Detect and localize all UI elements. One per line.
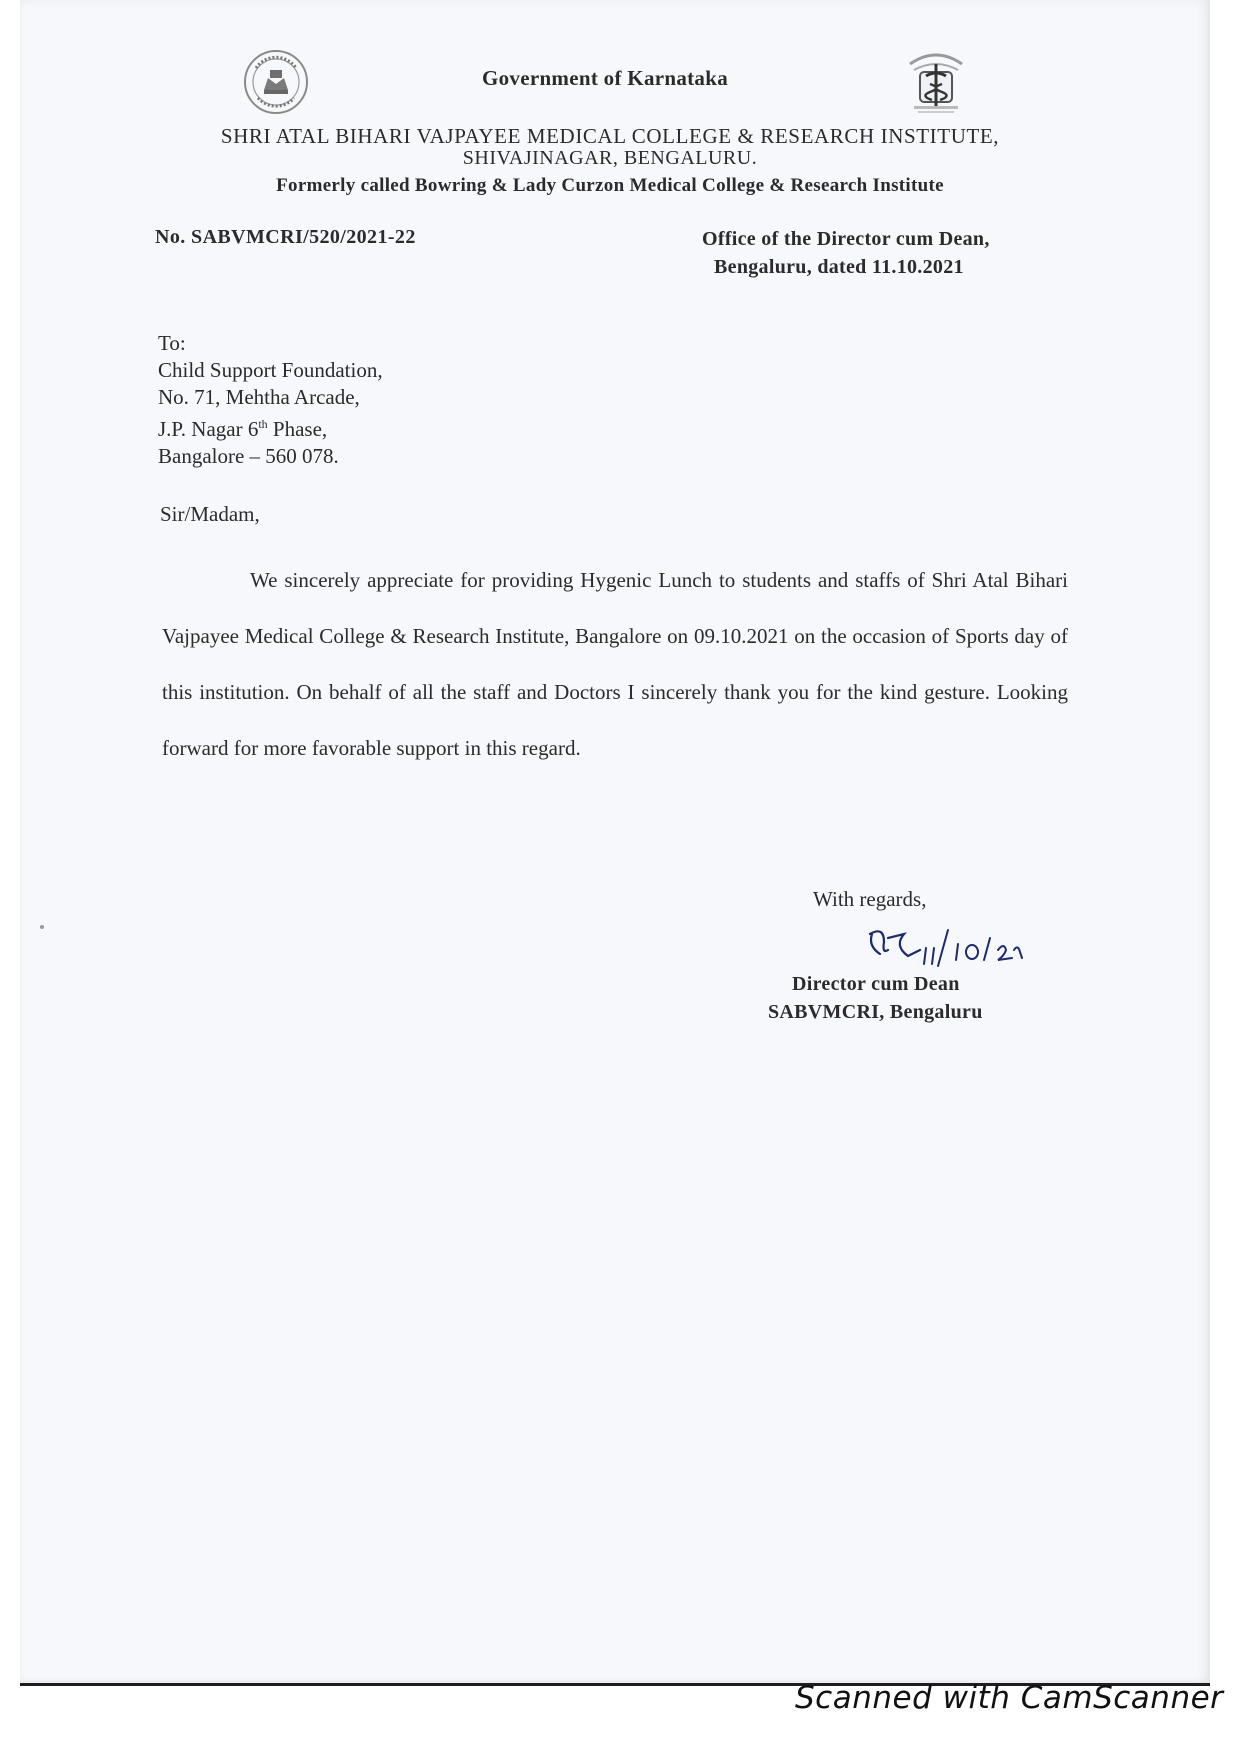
address-line-2-prefix: J.P. Nagar 6 <box>158 417 259 441</box>
letter-body: We sincerely appreciate for providing Hygenic Lunch to students and staffs of Shri Atal Bihari Vajpayee Medical College & Research Institute, Bangalore on 09.10.2021 on the occasion of Sports day of this institution. On behalf of all the staff and Doctors I sincerely thank you for the kind gesture. Looking forward for more favorable support in this regard. <box>162 568 1068 760</box>
salutation: Sir/Madam, <box>160 502 260 526</box>
recipient-name: Child Support Foundation, <box>158 358 383 382</box>
recipient-address <box>158 330 383 470</box>
ordinal-suffix: th <box>258 417 268 431</box>
scan-speck <box>40 925 44 929</box>
address-line-2-suffix: Phase, <box>267 417 328 441</box>
address-line-2 <box>158 411 383 443</box>
signatory-organization: SABVMCRI, Bengaluru <box>768 1001 983 1023</box>
scanner-watermark: Scanned with CamScanner <box>795 1680 1224 1716</box>
address-line-1: No. 71, Mehtha Arcade, <box>158 385 360 409</box>
reference-number: No. SABVMCRI/520/2021-22 <box>155 226 416 248</box>
handwritten-signature <box>858 920 1068 980</box>
signatory-title: Director cum Dean <box>792 973 960 995</box>
place-and-date: Bengaluru, dated 11.10.2021 <box>714 256 964 278</box>
closing-regards: With regards, <box>813 887 927 911</box>
letter-page <box>20 0 1210 1685</box>
college-location: SHIVAJINAGAR, BENGALURU. <box>462 147 758 169</box>
former-name: Formerly called Bowring & Lady Curzon Medical College & Research Institute <box>276 175 944 196</box>
issuing-office: Office of the Director cum Dean, <box>702 228 990 250</box>
address-to-label: To: <box>158 331 186 355</box>
address-line-3: Bangalore – 560 078. <box>158 444 339 468</box>
college-name: SHRI ATAL BIHARI VAJPAYEE MEDICAL COLLEGE & RESEARCH INSTITUTE, <box>220 124 1000 148</box>
government-title: Government of Karnataka <box>481 66 729 90</box>
